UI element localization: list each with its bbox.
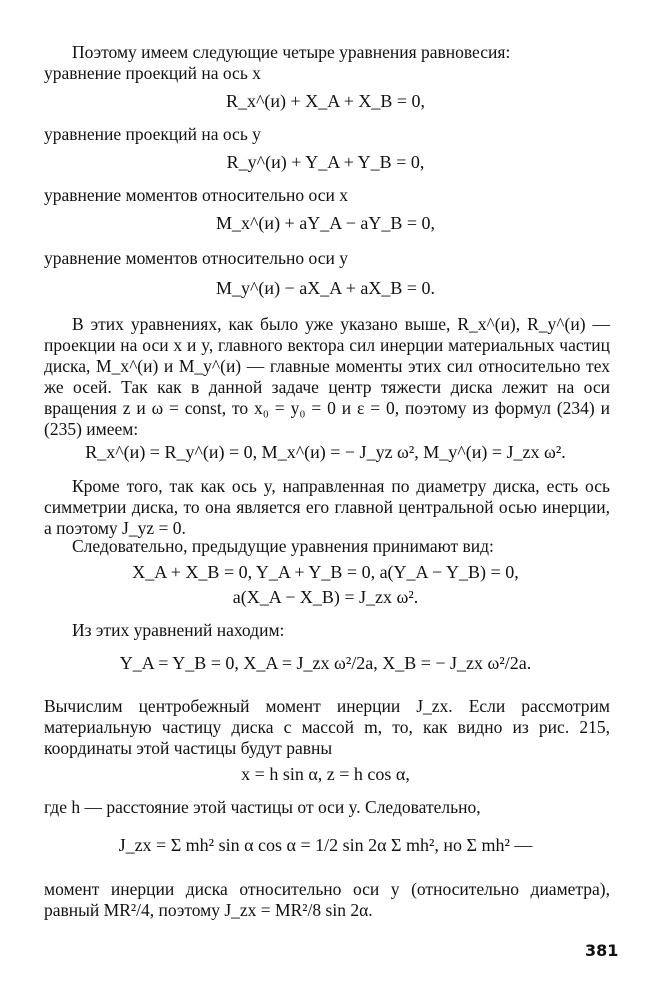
equation-6: X_A + X_B = 0, Y_A + Y_B = 0, a(Y_A − Y_B) = 0, [132, 562, 519, 582]
equation-2: R_y^(и) + Y_A + Y_B = 0, [226, 152, 425, 172]
equation-4: M_y^(и) − aX_A + aX_B = 0. [215, 278, 435, 298]
paragraph-5: Вычислим центробежный момент инерции J_zx. Если рассмотрим материальную частицу диска с массой m, то, как видно из рис. 215, координаты этой частицы будут равны [44, 696, 610, 758]
paragraph-6: где h — расстояние этой частицы от оси y. Следовательно, [44, 797, 481, 817]
page-number: 381 [585, 941, 619, 960]
paragraph-2: Кроме того, так как ось y, направленная по диаметру диска, есть ось симметрии диска, то она является его главной центральной осью инерции, а поэтому J_yz = 0. [44, 476, 610, 538]
paragraph-4: Из этих уравнений находим: [72, 620, 285, 640]
label-proj-x: уравнение проекций на ось x [44, 63, 261, 83]
equation-7: a(X_A − X_B) = J_zx ω². [232, 587, 419, 607]
equation-3: M_x^(и) + aY_A − aY_B = 0, [215, 213, 435, 233]
paragraph-1: В этих уравнениях, как было уже указано выше, R_x^(и), R_y^(и) — проекции на оси x и y, главного вектора сил инерции материальных частиц диска, M_x^(и) и M_y^(и) — главные моменты этих сил относительно тех же осей. Так как в данной задаче центр тяжести диска лежит на оси вращения z и ω = const, то x₀ = y₀ = 0 и ε = 0, поэтому из формул (234) и (235) имеем: [44, 314, 610, 439]
equation-10: J_zx = Σ mh² sin α cos α = 1/2 sin 2α Σ mh², но Σ mh² — [118, 835, 533, 855]
equation-1: R_x^(и) + X_A + X_B = 0, [225, 91, 426, 111]
equation-9: x = h sin α, z = h cos α, [241, 764, 410, 784]
equation-8: Y_A = Y_B = 0, X_A = J_zx ω²/2a, X_B = − J_zx ω²/2a. [119, 653, 532, 673]
label-moment-y: уравнение моментов относительно оси y [44, 248, 348, 268]
intro-line: Поэтому имеем следующие четыре уравнения равновесия: [72, 42, 511, 62]
label-proj-y: уравнение проекций на ось y [44, 124, 261, 144]
paragraph-7: момент инерции диска относительно оси y (относительно диаметра), равный MR²/4, поэтому J_zx = MR²/8 sin 2α. [44, 879, 610, 920]
equation-5: R_x^(и) = R_y^(и) = 0, M_x^(и) = − J_yz ω², M_y^(и) = J_zx ω². [85, 442, 566, 462]
label-moment-x: уравнение моментов относительно оси x [44, 185, 348, 205]
paragraph-3: Следовательно, предыдущие уравнения принимают вид: [72, 536, 494, 556]
